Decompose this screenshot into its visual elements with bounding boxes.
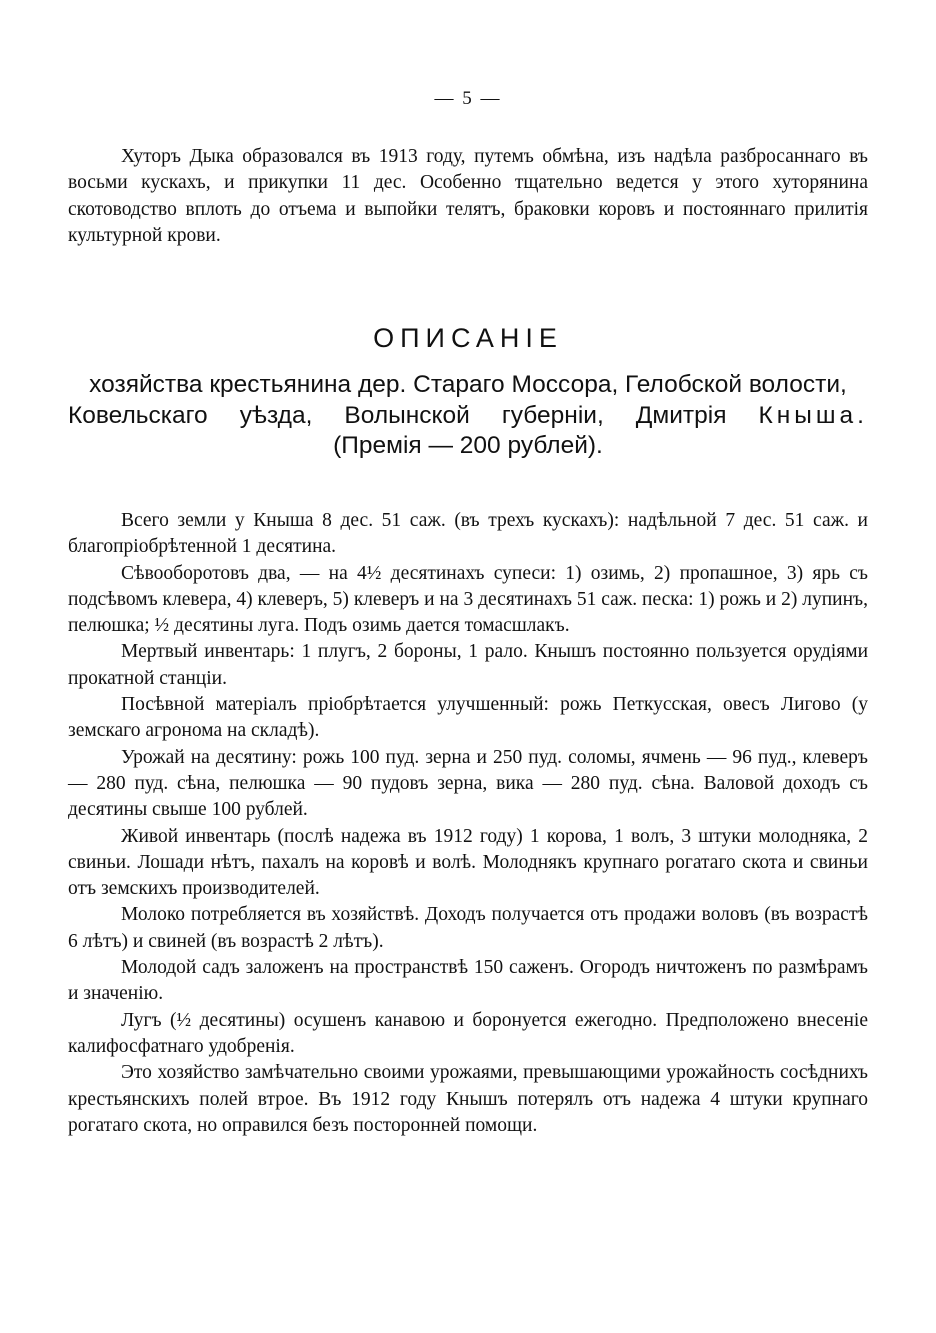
- body-paragraph: Всего земли у Кныша 8 дес. 51 саж. (въ трехъ кускахъ): надѣльной 7 дес. 51 саж. и благопріобрѣтенной 1 десятина.: [68, 510, 868, 558]
- subtitle-word: Ковельскаго: [68, 401, 208, 429]
- intro-paragraph: Хуторъ Дыка образовался въ 1913 году, путемъ обмѣна, изъ надѣла разбросаннаго въ восьми кускахъ, и прикупки 11 дес. Особенно тщательно ведется у этого хуторянина скотоводство вплоть до отъема и выпойки телятъ, браковки коровъ и постояннаго прилитія культурной крови.: [68, 146, 868, 246]
- body-paragraph: Посѣвной матеріалъ пріобрѣтается улучшенный: рожь Петкусская, овесъ Лигово (у земскаго агронома на складѣ).: [68, 694, 868, 742]
- subtitle-line-2: [68, 401, 868, 432]
- page-number: — 5 —: [434, 88, 502, 109]
- subtitle-word: Кныша.: [758, 401, 868, 429]
- body-paragraph: Лугъ (½ десятины) осушенъ канавою и боронуется ежегодно. Предположено внесеніе калифосфатнаго удобренія.: [68, 1009, 868, 1057]
- subtitle-word: Дмитрія: [635, 401, 727, 429]
- body-paragraph: Сѣвооборотовъ два, — на 4½ десятинахъ супеси: 1) озимь, 2) пропашное, 3) ярь съ подсѣвомъ клевера, 4) клеверъ, 5) клеверъ и на 3 десятинахъ 51 саж. песка: 1) рожь и 2) лупинъ, пелюшка; ½ десятины луга. Подъ озимь дается томасшлакъ.: [68, 562, 868, 637]
- subtitle-line-1: хозяйства крестьянина дер. Стараго Моссора, Гелобской волости,: [89, 371, 847, 398]
- body-paragraph: Молоко потребляется въ хозяйствѣ. Доходъ получается отъ продажи воловъ (въ возрастѣ 6 лѣтъ) и свиней (въ возрастѣ 2 лѣтъ).: [68, 904, 868, 952]
- body-paragraph: Живой инвентарь (послѣ надежа въ 1912 году) 1 корова, 1 волъ, 3 штуки молодняка, 2 свиньи. Лошади нѣтъ, пахалъ на коровѣ и волѣ. Молоднякъ крупнаго рогатаго скота и свиньи отъ земскихъ производителей.: [68, 825, 868, 900]
- body-paragraph: Мертвый инвентарь: 1 плугъ, 2 бороны, 1 рало. Кнышъ постоянно пользуется орудіями прокатной станціи.: [68, 641, 868, 689]
- body-paragraph: Урожай на десятину: рожь 100 пуд. зерна и 250 пуд. соломы, ячмень — 96 пуд., клеверъ — 280 пуд. сѣна, пелюшка — 90 пудовъ зерна, вика — 280 пуд. сѣна. Валовой доходъ съ десятины свыше 100 рублей.: [68, 746, 868, 821]
- subtitle-word: губерніи,: [501, 401, 604, 429]
- body-paragraph: Это хозяйство замѣчательно своими урожаями, превышающими урожайность сосѣднихъ крестьянскихъ полей втрое. Въ 1912 году Кнышъ потерялъ отъ надежа 4 штуки крупнаго рогатаго скота, но оправился безъ посторонней помощи.: [68, 1062, 868, 1136]
- section-subtitle: [68, 370, 868, 462]
- subtitle-word: уѣзда,: [239, 401, 313, 429]
- subtitle-line-3: (Премія — 200 рублей).: [333, 432, 603, 459]
- section-title: ОПИСАНІЕ: [373, 323, 563, 353]
- subtitle-word: Волынской: [344, 401, 470, 429]
- body-paragraph: Молодой садъ заложенъ на пространствѣ 150 саженъ. Огородъ ничтоженъ по размѣрамъ и значенію.: [68, 957, 868, 1005]
- body-text: [68, 508, 868, 1139]
